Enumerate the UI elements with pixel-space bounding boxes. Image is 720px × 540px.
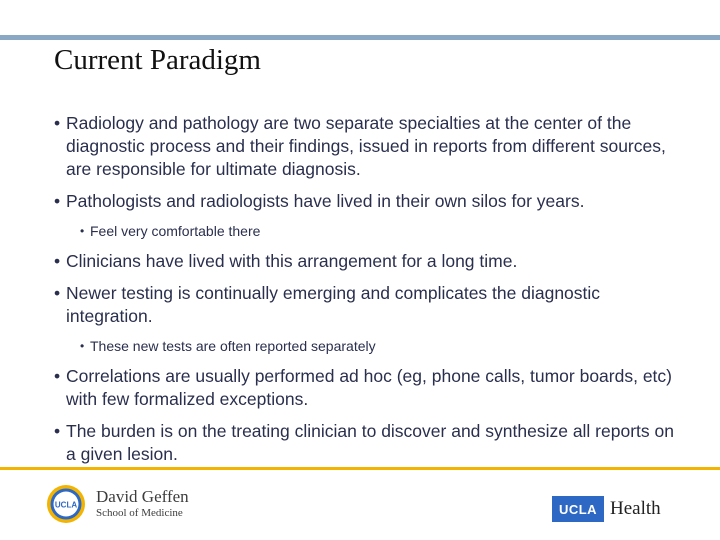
bullet-list (48, 112, 688, 475)
bullet-item: • Correlations are usually performed ad hoc (eg, phone calls, tumor boards, etc) with few formalized exceptions. (54, 366, 672, 409)
bullet-item: • Radiology and pathology are two separate specialties at the center of the diagnostic process and their findings, issued in reports from different sources, are responsible for ultimate diagnosis. (54, 113, 666, 179)
ucla-wordmark: UCLA (552, 496, 604, 522)
health-wordmark: Health (610, 498, 661, 519)
top-rule (0, 35, 720, 40)
bullet-text: Correlations are usually performed ad hoc (eg, phone calls, tumor boards, etc) with few formalized exceptions. (66, 366, 672, 409)
bullet-text: Clinicians have lived with this arrangement for a long time. (66, 251, 518, 271)
bullet-text: Newer testing is continually emerging and complicates the diagnostic integration. (66, 283, 601, 326)
sub-bullet-item: • Feel very comfortable there (80, 223, 261, 239)
bullet-item: • Clinicians have lived with this arrangement for a long time. (54, 251, 518, 271)
sub-bullet-text: These new tests are often reported separately (90, 338, 376, 354)
school-logo (46, 484, 189, 524)
school-line2: School of Medicine (96, 507, 183, 519)
school-line1: David Geffen (96, 487, 189, 506)
ucla-health-logo (552, 496, 661, 522)
bullet-text: Pathologists and radiologists have lived in their own silos for years. (66, 191, 585, 211)
bottom-rule (0, 467, 720, 470)
school-name (96, 488, 189, 520)
slide-title: Current Paradigm (54, 44, 261, 76)
sub-bullet-text: Feel very comfortable there (90, 223, 261, 239)
sub-bullet-item: • These new tests are often reported separately (80, 338, 376, 354)
bullet-text: Radiology and pathology are two separate specialties at the center of the diagnostic process and their findings, issued in reports from different sources, are responsible for ultimate diagnosis. (66, 113, 666, 179)
bullet-item: • Newer testing is continually emerging and complicates the diagnostic integration. (54, 283, 601, 326)
bullet-item: • The burden is on the treating clinician to discover and synthesize all reports on a given lesion. (54, 421, 674, 464)
bullet-text: The burden is on the treating clinician to discover and synthesize all reports on a given lesion. (66, 421, 674, 464)
bullet-item: • Pathologists and radiologists have lived in their own silos for years. (54, 191, 585, 211)
seal-text: UCLA (54, 500, 78, 510)
ucla-seal-icon (46, 484, 86, 524)
